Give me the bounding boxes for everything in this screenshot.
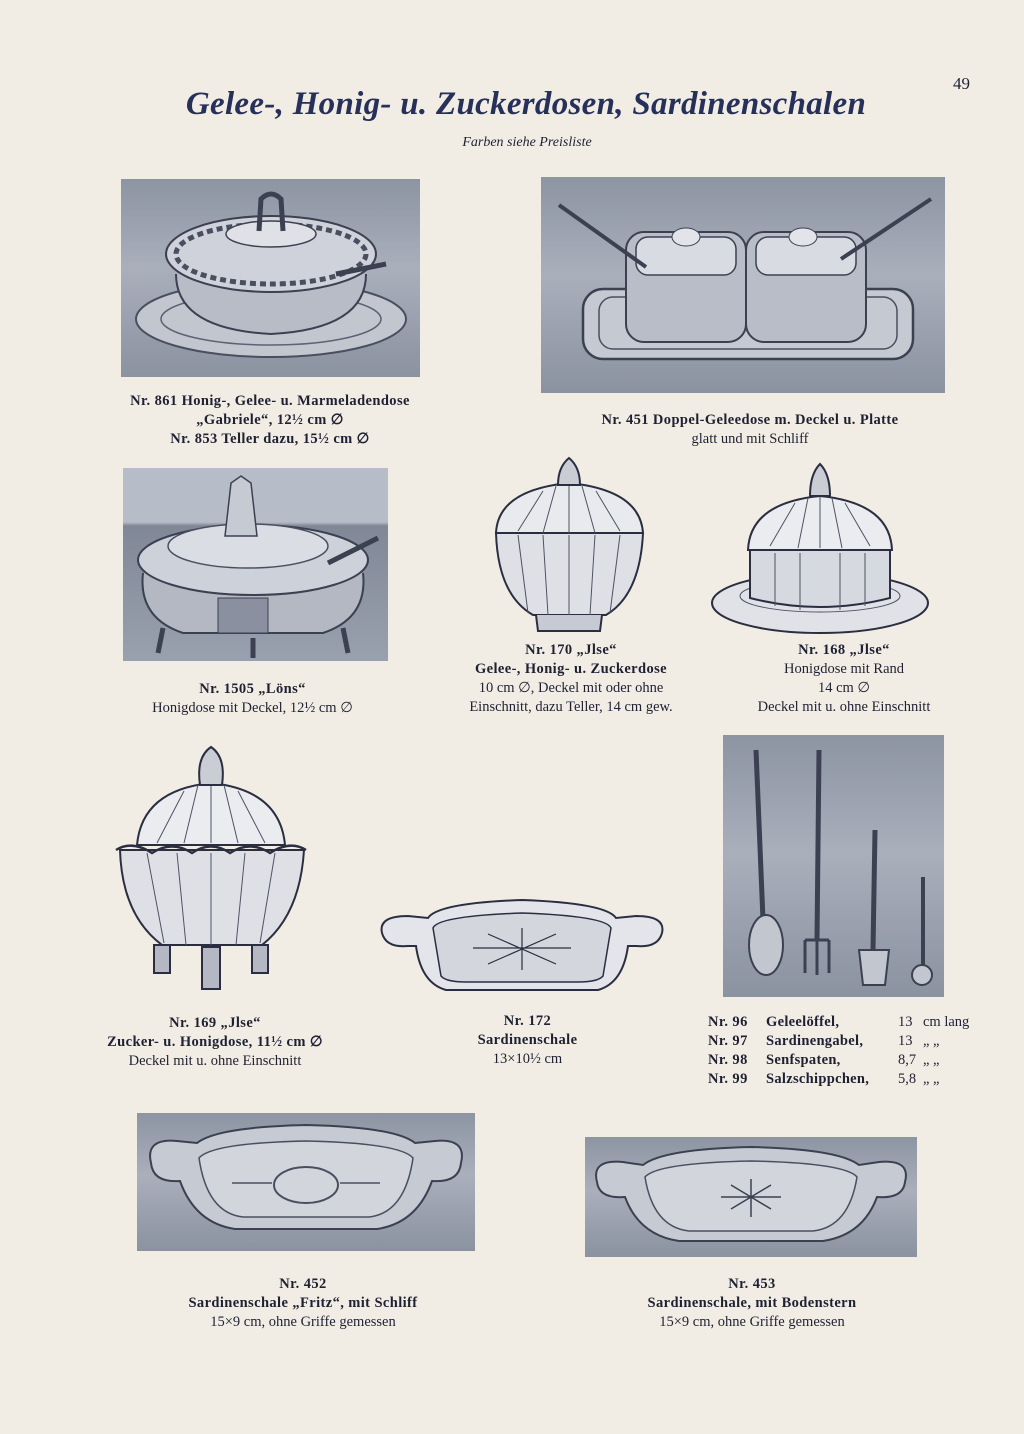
product-photo-1505 xyxy=(123,468,388,661)
utensil-length: 13 xyxy=(898,1014,913,1030)
caption-172-line1: Nr. 172 xyxy=(503,1013,552,1029)
caption-1505 xyxy=(100,680,405,718)
utensil-name: Sardinengabel, xyxy=(766,1033,864,1049)
caption-169-line3: Deckel mit u. ohne Einschnitt xyxy=(128,1053,302,1069)
caption-451-line1: Nr. 451 Doppel-Geleedose m. Deckel u. Platte xyxy=(601,412,899,428)
utensil-unit: „ „ xyxy=(923,1033,940,1049)
product-photo-453 xyxy=(585,1137,917,1257)
caption-861-line1: Nr. 861 Honig-, Gelee- u. Marmeladendose xyxy=(130,393,410,409)
utensil-row-98 xyxy=(708,1051,1008,1070)
product-photo-utensils xyxy=(723,735,944,997)
caption-1505-line2: Honigdose mit Deckel, 12½ cm ∅ xyxy=(152,700,353,716)
product-drawing-170 xyxy=(488,455,650,635)
utensil-length: 13 xyxy=(898,1033,913,1049)
utensil-unit: cm lang xyxy=(923,1014,970,1030)
utensil-number: Nr. 98 xyxy=(708,1052,748,1068)
utensil-unit: „ „ xyxy=(923,1071,940,1087)
caption-168 xyxy=(696,641,992,717)
caption-170 xyxy=(436,641,706,717)
utensil-name: Senfspaten, xyxy=(766,1052,841,1068)
caption-170-line4: Einschnitt, dazu Teller, 14 cm gew. xyxy=(469,699,673,715)
utensil-number: Nr. 96 xyxy=(708,1014,748,1030)
utensil-name: Geleelöffel, xyxy=(766,1014,840,1030)
caption-168-line1: Nr. 168 „Jlse“ xyxy=(798,642,890,658)
caption-169 xyxy=(70,1014,360,1071)
utensil-length: 8,7 xyxy=(898,1052,917,1068)
caption-169-line1: Nr. 169 „Jlse“ xyxy=(169,1015,261,1031)
utensil-row-97 xyxy=(708,1032,1008,1051)
utensil-number: Nr. 99 xyxy=(708,1071,748,1087)
caption-853-line: Nr. 853 Teller dazu, 15½ cm ∅ xyxy=(170,431,370,447)
utensil-name: Salzschippchen, xyxy=(766,1071,870,1087)
utensil-unit: „ „ xyxy=(923,1052,940,1068)
page-subtitle: Farben siehe Preisliste xyxy=(462,135,592,150)
page-title: Gelee-, Honig- u. Zuckerdosen, Sardinenschalen xyxy=(185,86,867,122)
caption-170-line3: 10 cm ∅, Deckel mit oder ohne xyxy=(478,680,664,696)
product-drawing-172 xyxy=(378,888,666,1000)
caption-861 xyxy=(66,392,474,449)
caption-172-line2: Sardinenschale xyxy=(477,1032,578,1048)
page-number: 49 xyxy=(953,74,970,93)
utensil-list xyxy=(708,1013,1008,1089)
product-photo-452 xyxy=(137,1113,475,1251)
caption-451-line2: glatt und mit Schliff xyxy=(691,431,809,447)
product-drawing-168 xyxy=(710,458,930,638)
caption-172-line3: 13×10½ cm xyxy=(492,1051,563,1067)
caption-452-line2: Sardinenschale „Fritz“, mit Schliff xyxy=(188,1295,418,1311)
caption-168-line2: Honigdose mit Rand xyxy=(783,661,905,677)
caption-452-line3: 15×9 cm, ohne Griffe gemessen xyxy=(210,1314,396,1330)
caption-1505-line1: Nr. 1505 „Löns“ xyxy=(199,681,306,697)
caption-452-line1: Nr. 452 xyxy=(279,1276,327,1292)
caption-453 xyxy=(600,1275,904,1332)
utensil-row-99 xyxy=(708,1070,1008,1089)
caption-168-line4: Deckel mit u. ohne Einschnitt xyxy=(757,699,931,715)
caption-172 xyxy=(440,1012,615,1069)
product-photo-451 xyxy=(541,177,945,393)
caption-453-line2: Sardinenschale, mit Bodenstern xyxy=(647,1295,857,1311)
utensil-row-96 xyxy=(708,1013,1008,1032)
caption-861-line2: „Gabriele“, 12½ cm ∅ xyxy=(196,412,344,428)
product-drawing-169 xyxy=(112,745,310,995)
caption-451 xyxy=(536,411,964,449)
product-photo-861 xyxy=(121,179,420,377)
utensil-number: Nr. 97 xyxy=(708,1033,748,1049)
caption-168-line3: 14 cm ∅ xyxy=(817,680,871,696)
caption-453-line1: Nr. 453 xyxy=(728,1276,776,1292)
caption-169-line2: Zucker- u. Honigdose, 11½ cm ∅ xyxy=(107,1034,323,1050)
caption-170-line1: Nr. 170 „Jlse“ xyxy=(525,642,617,658)
utensil-length: 5,8 xyxy=(898,1071,917,1087)
caption-453-line3: 15×9 cm, ohne Griffe gemessen xyxy=(659,1314,845,1330)
caption-170-line2: Gelee-, Honig- u. Zuckerdose xyxy=(474,661,668,677)
caption-452 xyxy=(138,1275,468,1332)
